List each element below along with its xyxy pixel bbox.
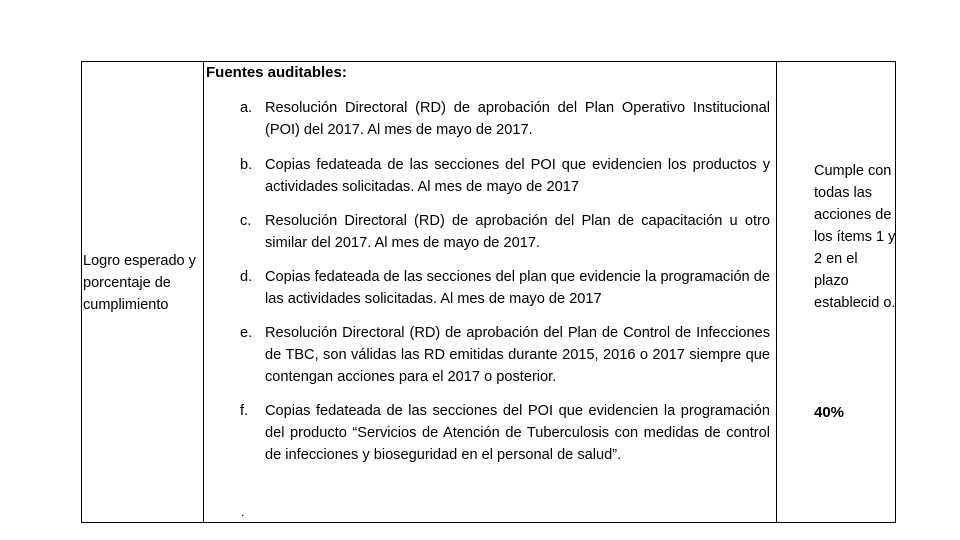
item-letter: b. bbox=[240, 157, 253, 173]
list-item bbox=[240, 210, 770, 254]
item-text: Copias fedateada de las secciones del POI que evidencien la programación del producto “Servicios de Atención de Tuberculosis con medidas de control de infecciones y bioseguridad en el personal de salud”. bbox=[265, 403, 770, 463]
item-letter: c. bbox=[240, 213, 252, 229]
item-text: Copias fedateada de las secciones del plan que evidencie la programación de las actividades solicitadas. Al mes de mayo de 2017 bbox=[265, 269, 770, 307]
column-divider-right bbox=[776, 62, 777, 522]
item-text: Resolución Directoral (RD) de aprobación del Plan de Control de Infecciones de TBC, son válidas las RD emitidas durante 2015, 2016 o 2017 siempre que contengan acciones para el 2017 o posterior. bbox=[265, 325, 770, 385]
compliance-result-text: Cumple con todas las acciones de los ítems 1 y 2 en el plazo establecid o. bbox=[814, 163, 896, 311]
compliance-percentage: 40% bbox=[814, 404, 845, 421]
column-divider-left bbox=[203, 62, 204, 522]
item-letter: e. bbox=[240, 325, 253, 341]
list-item bbox=[240, 266, 770, 310]
list-item bbox=[240, 400, 770, 466]
trailing-mark: . bbox=[241, 505, 245, 519]
item-letter: a. bbox=[240, 100, 253, 116]
list-item bbox=[240, 97, 770, 141]
item-text: Copias fedateada de las secciones del POI que evidencien los productos y actividades solicitadas. Al mes de mayo de 2017 bbox=[265, 157, 770, 195]
list-item bbox=[240, 322, 770, 388]
item-text: Resolución Directoral (RD) de aprobación del Plan Operativo Institucional (POI) del 2017. Al mes de mayo de 2017. bbox=[265, 100, 770, 138]
item-letter: f. bbox=[240, 403, 249, 419]
auditable-sources-heading: Fuentes auditables: bbox=[206, 64, 347, 81]
expected-achievement-label: Logro esperado y porcentaje de cumplimiento bbox=[83, 253, 196, 313]
item-letter: d. bbox=[240, 269, 253, 285]
item-text: Resolución Directoral (RD) de aprobación del Plan de capacitación u otro similar del 2017. Al mes de mayo de 2017. bbox=[265, 213, 770, 251]
list-item bbox=[240, 154, 770, 198]
